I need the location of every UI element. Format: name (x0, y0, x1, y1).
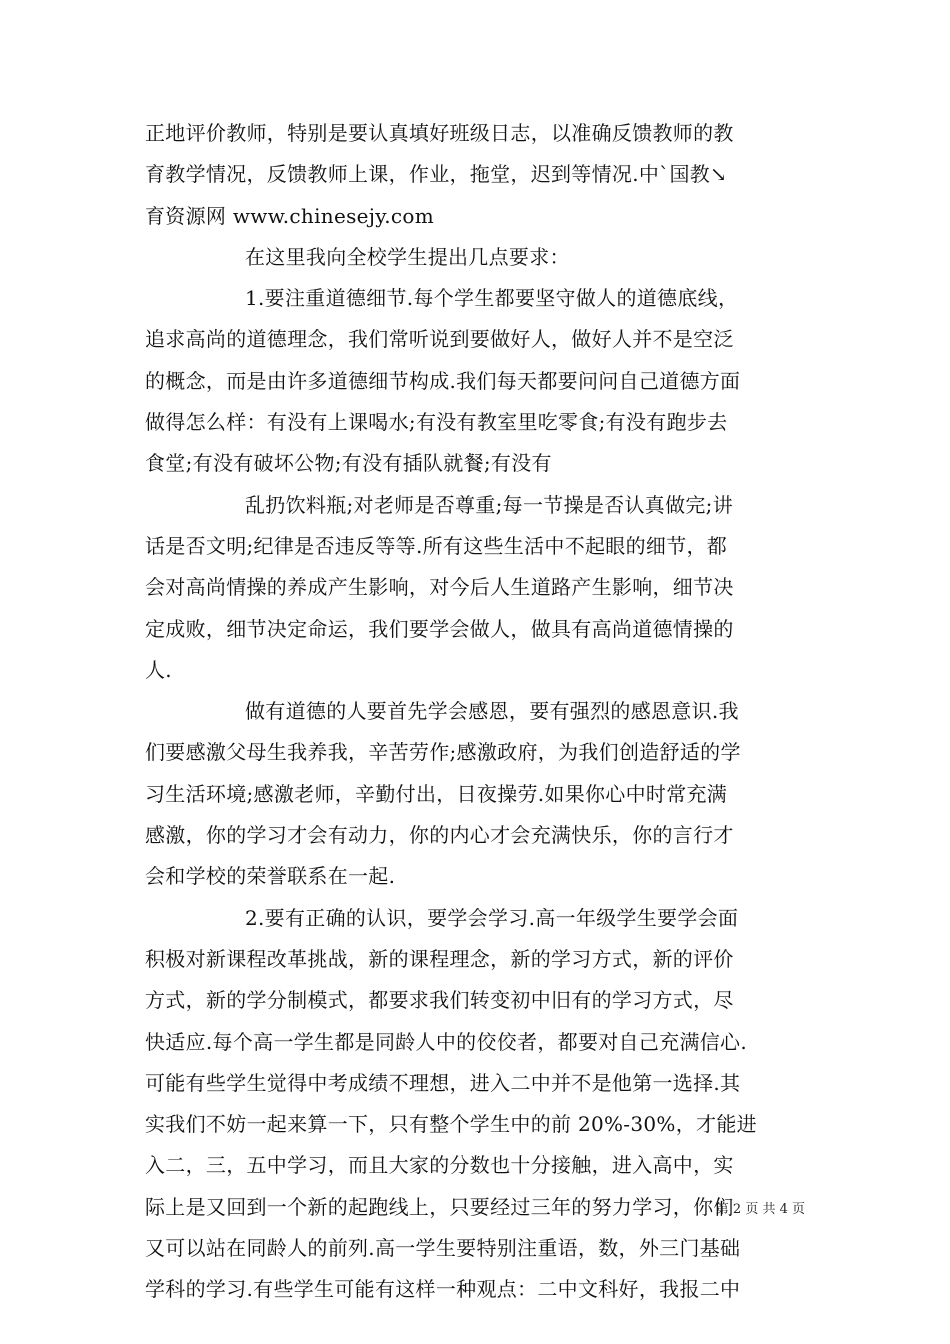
text-line: 际上是又回到一个新的起跑线上，只要经过三年的努力学习，你们 (145, 1194, 734, 1219)
text-line: 乱扔饮料瓶;对老师是否尊重;每一节操是否认真做完;讲 (245, 492, 734, 517)
text-line: 1.要注重道德细节.每个学生都要坚守做人的道德底线， (245, 286, 739, 311)
text-line: 又可以站在同龄人的前列.高一学生要特别注重语，数，外三门基础 (145, 1236, 741, 1261)
text-line: 的概念，而是由许多道德细节构成.我们每天都要问问自己道德方面 (145, 368, 741, 393)
text-line: 可能有些学生觉得中考成绩不理想，进入二中并不是他第一选择.其 (145, 1070, 741, 1095)
text-line: 会对高尚情操的养成产生影响，对今后人生道路产生影响，细节决 (145, 575, 734, 600)
text-line: 食堂;有没有破坏公物;有没有插队就餐;有没有 (145, 451, 552, 476)
text-line: 育资源网 www.chinesejy.com (145, 203, 435, 228)
text-line: 正地评价教师，特别是要认真填好班级日志，以准确反馈教师的教 (145, 121, 734, 145)
body-text (145, 113, 810, 1311)
text-line: 感激，你的学习才会有动力，你的内心才会充满快乐，你的言行才 (145, 823, 734, 848)
text-line: 快适应.每个高一学生都是同龄人中的佼佼者，都要对自己充满信心. (145, 1029, 748, 1054)
text-line: 2.要有正确的认识，要学会学习.高一年级学生要学会面 (245, 905, 739, 930)
text-line: 话是否文明;纪律是否违反等等.所有这些生活中不起眼的细节，都 (145, 533, 728, 558)
text-line: 追求高尚的道德理念，我们常听说到要做好人，做好人并不是空泛 (145, 327, 734, 352)
text-line: 做有道德的人要首先学会感恩，要有强烈的感恩意识.我 (245, 699, 739, 724)
text-line: 会和学校的荣誉联系在一起. (145, 864, 396, 889)
text-line: 做得怎么样：有没有上课喝水;有没有教室里吃零食;有没有跑步去 (145, 410, 728, 435)
text-line: 方式，新的学分制模式，都要求我们转变初中旧有的学习方式，尽 (145, 988, 734, 1013)
page-number: 第 2 页 共 4 页 (715, 1202, 805, 1217)
text-line: 定成败，细节决定命运，我们要学会做人，做具有高尚道德情操的 (145, 616, 734, 641)
text-line: 在这里我向全校学生提出几点要求： (245, 244, 570, 269)
text-line: 入二，三，五中学习，而且大家的分数也十分接触，进入高中，实 (145, 1153, 734, 1178)
text-line: 学科的学习.有些学生可能有这样一种观点：二中文科好，我报二中 (145, 1277, 741, 1302)
text-line: 们要感激父母生我养我，辛苦劳作;感激政府，为我们创造舒适的学 (145, 740, 741, 765)
text-line: 实我们不妨一起来算一下，只有整个学生中的前 20%-30%，才能进 (145, 1112, 757, 1137)
text-line: 习生活环境;感激老师，辛勤付出，日夜操劳.如果你心中时常充满 (145, 781, 728, 806)
text-line: 积极对新课程改革挑战，新的课程理念，新的学习方式，新的评价 (145, 946, 734, 971)
text-line: 人. (145, 657, 172, 682)
text-line: 育教学情况，反馈教师上课，作业，拖堂，迟到等情况.中`国教↘ (145, 162, 728, 187)
